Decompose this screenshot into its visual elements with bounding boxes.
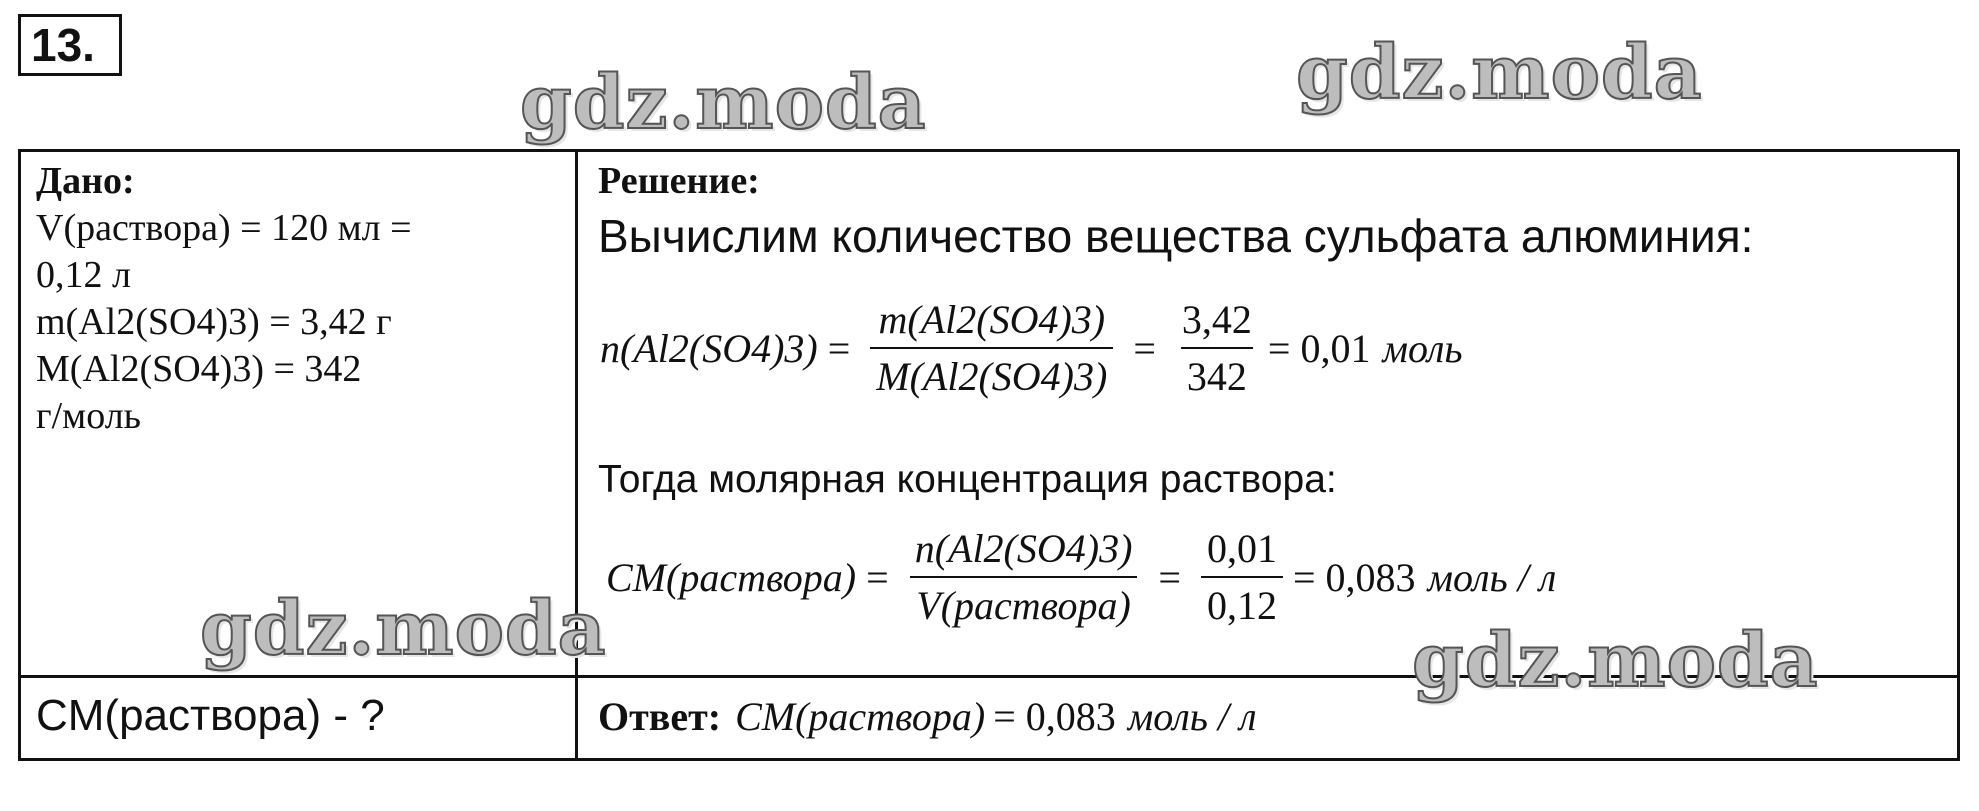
eq2-unit: моль / л: [1427, 554, 1557, 600]
eq2-value-fraction: [1201, 525, 1283, 629]
eq1-unit: моль: [1382, 325, 1463, 371]
eq1-lhs: n(Al2(SO4)3): [600, 325, 818, 371]
watermark: gdz.moda: [1296, 30, 1703, 116]
watermark: gdz.moda: [1412, 618, 1819, 704]
solution-section: [598, 158, 1948, 265]
answer-unit: моль / л: [1127, 693, 1257, 739]
solution-text-concentration: Тогда молярная концентрация раствора:: [598, 458, 1337, 501]
eq2-result: = 0,083: [1292, 554, 1416, 600]
find-question: CM(раствора) - ?: [36, 691, 385, 740]
given-heading: Дано:: [36, 160, 135, 202]
given-section: [36, 158, 556, 440]
answer-value: = 0,083: [993, 693, 1116, 739]
task-number: 13.: [18, 14, 122, 76]
watermark: gdz.moda: [520, 60, 927, 146]
watermark: gdz.moda: [200, 586, 607, 672]
eq1-result: = 0,01: [1267, 325, 1371, 371]
given-line: V(раствора) = 120 мл =: [36, 207, 412, 249]
eq2-lhs: CM(раствора): [606, 554, 857, 600]
answer-label: Ответ:: [598, 693, 722, 739]
eq1-fraction: [870, 296, 1113, 400]
eq2-fraction: [909, 525, 1139, 629]
eq1-value-numerator: 3,42: [1181, 297, 1252, 342]
solution-heading: Решение:: [598, 160, 760, 202]
equation-amount-of-substance: n(Al2(SO4)3) = $\frac{m(Al2(SO4)3)}{M(Al2(SO4)3)}$ = $\frac{3,42}{342}$ = 0,01 моль: [600, 297, 1463, 399]
eq2-numerator: n(Al2(SO4)3): [914, 526, 1133, 571]
eq1-value-fraction: [1176, 296, 1258, 400]
eq1-denominator: M(Al2(SO4)3): [870, 347, 1113, 400]
given-line: M(Al2(SO4)3) = 342: [36, 348, 362, 390]
eq1-numerator: m(Al2(SO4)3): [878, 297, 1106, 342]
given-line: 0,12 л: [36, 254, 131, 296]
eq1-value-denominator: 342: [1181, 347, 1253, 400]
answer-lhs: CM(раствора): [735, 693, 986, 739]
eq2-value-numerator: 0,01: [1206, 526, 1277, 571]
eq2-denominator: V(раствора): [910, 576, 1137, 629]
given-line: г/моль: [36, 395, 141, 437]
equation-molar-concentration: CM(раствора) = $\frac{n(Al2(SO4)3)}{\text{V(раствора)}}$ = $\frac{0,01}{0,12}$ = 0,083 моль / л: [606, 526, 1557, 628]
eq2-value-denominator: 0,12: [1201, 576, 1283, 629]
given-line: m(Al2(SO4)3) = 3,42 г: [36, 301, 392, 343]
solution-intro: Вычислим количество вещества сульфата алюминия:: [598, 210, 1754, 262]
answer-row: [598, 684, 1257, 748]
